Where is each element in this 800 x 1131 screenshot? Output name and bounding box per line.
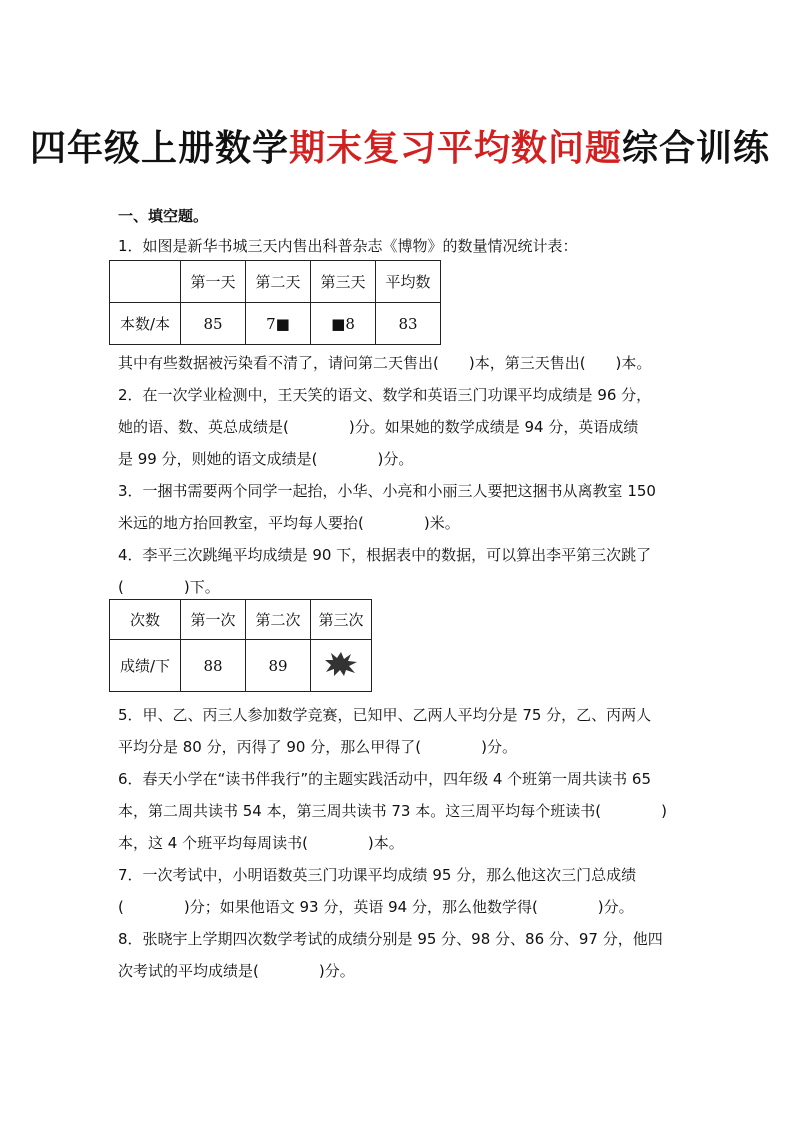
question-line: 次考试的平均成绩是( )分。 [118,962,355,980]
question-line: 她的语、数、英总成绩是( )分。如果她的数学成绩是 94 分，英语成绩 [118,418,639,436]
question-line: ( )分；如果他语文 93 分，英语 94 分，那么他数学得( )分。 [118,898,634,916]
question-line: 其中有些数据被污染看不清了，请问第二天售出( )本，第三天售出( )本。 [118,354,652,372]
table-header-row [110,600,372,640]
jump-rope-table [109,599,372,692]
sales-table [109,260,441,345]
table-cell: 次数 [110,600,181,640]
ink-stain-icon [324,651,358,677]
table-cell: 第三次 [311,600,372,640]
question-line: 8．张晓宇上学期四次数学考试的成绩分别是 95 分、98 分、86 分、97 分，他四 [118,930,663,948]
question-line: 平均分是 80 分，丙得了 90 分，那么甲得了( )分。 [118,738,517,756]
title-part-1: 四年级上册数学 [29,128,289,169]
question-line: 本，这 4 个班平均每周读书( )本。 [118,834,404,852]
page-title [0,120,800,171]
table-cell: 第三天 [311,261,376,303]
table-cell: 平均数 [376,261,441,303]
table-cell: 89 [246,640,311,692]
question-line: 是 99 分，则她的语文成绩是( )分。 [118,450,414,468]
question-line: 2．在一次学业检测中，王天笑的语文、数学和英语三门功课平均成绩是 96 分， [118,386,652,404]
question-line: 1．如图是新华书城三天内售出科普杂志《博物》的数量情况统计表： [118,237,578,255]
question-line: 7．一次考试中，小明语数英三门功课平均成绩 95 分，那么他这次三门总成绩 [118,866,637,884]
question-line: 米远的地方抬回教室，平均每人要抬( )米。 [118,514,460,532]
table-cell: 本数/本 [110,303,181,345]
table-cell: 88 [181,640,246,692]
title-part-3: 综合训练 [622,128,771,169]
table-header-row [110,261,441,303]
table-cell: 85 [181,303,246,345]
table-cell: 第一次 [181,600,246,640]
question-line: 4．李平三次跳绳平均成绩是 90 下，根据表中的数据，可以算出李平第三次跳了 [118,546,652,564]
table-cell: 第一天 [181,261,246,303]
question-line: ( )下。 [118,578,220,596]
table-cell: 83 [376,303,441,345]
question-line: 5．甲、乙、丙三人参加数学竞赛，已知甲、乙两人平均分是 75 分，乙、丙两人 [118,706,652,724]
table-row [110,640,372,692]
question-line: 6．春天小学在“读书伴我行”的主题实践活动中，四年级 4 个班第一周共读书 65 [118,770,652,788]
question-line: 本，第二周共读书 54 本，第三周共读书 73 本。这三周平均每个班读书( ) [118,802,667,820]
table-cell: ■8 [311,303,376,345]
table-cell: 第二次 [246,600,311,640]
title-part-2: 期末复习平均数问题 [288,128,622,169]
question-line: 3．一捆书需要两个同学一起抬，小华、小亮和小丽三人要把这捆书从离教室 150 [118,482,656,500]
table-row [110,303,441,345]
table-cell: 第二天 [246,261,311,303]
table-cell: 7■ [246,303,311,345]
section-heading: 一、填空题。 [118,207,209,225]
table-cell [110,261,181,303]
table-cell: 成绩/下 [110,640,181,692]
table-cell [311,640,372,692]
